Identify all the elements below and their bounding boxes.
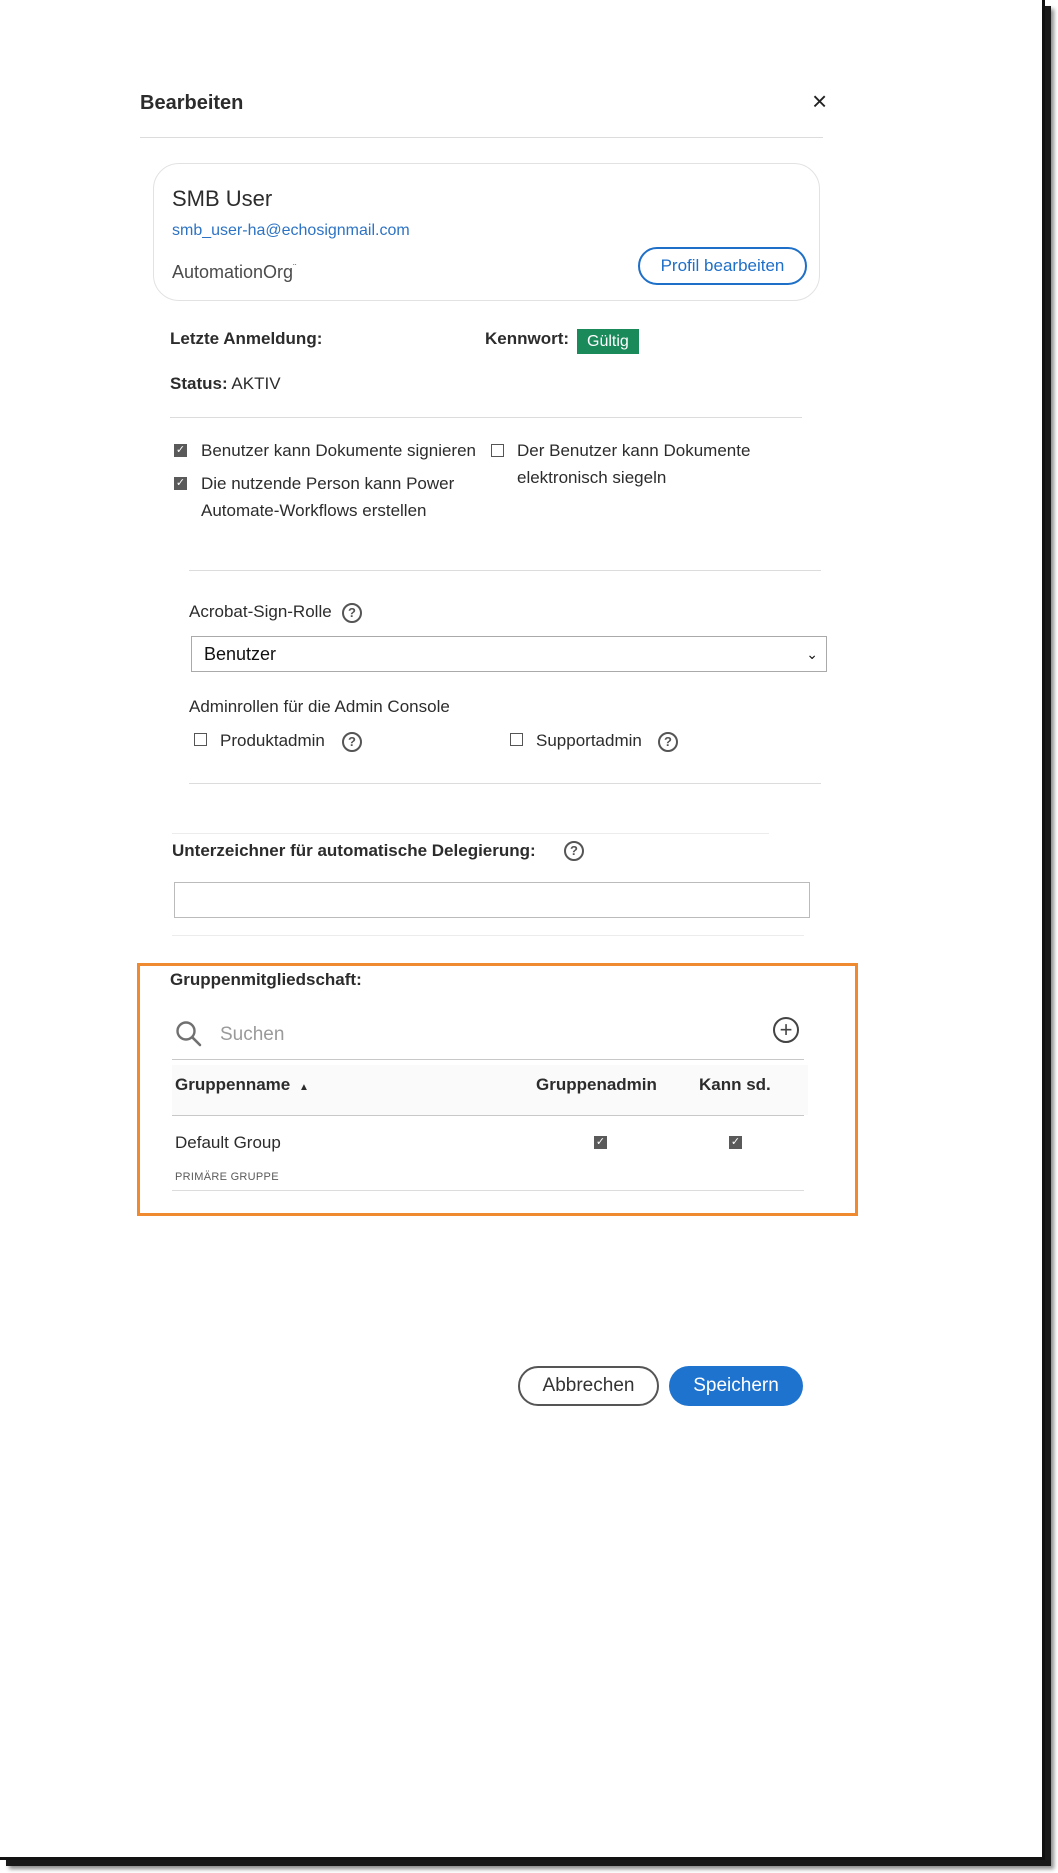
- checkmark-icon: ✓: [175, 444, 186, 456]
- table-header-divider: [172, 1115, 804, 1116]
- org-mark: ¨: [293, 263, 297, 274]
- delegation-top-divider: [172, 833, 769, 834]
- last-login-label: Letzte Anmeldung:: [170, 329, 323, 348]
- sign-documents-label: Benutzer kann Dokumente signieren: [201, 441, 476, 460]
- column-name-label: Gruppenname: [175, 1075, 291, 1094]
- sort-ascending-icon: ▲: [298, 1082, 309, 1093]
- group-membership-label: Gruppenmitgliedschaft:: [170, 970, 362, 989]
- sign-role-label: Acrobat-Sign-Rolle: [189, 602, 332, 621]
- e-seal-label-line1: Der Benutzer kann Dokumente: [517, 441, 751, 460]
- dialog-title: Bearbeiten: [140, 92, 244, 114]
- table-row-divider: [172, 1190, 804, 1191]
- product-admin-label: Produktadmin: [220, 731, 325, 750]
- power-automate-checkbox[interactable]: [174, 477, 187, 490]
- close-icon[interactable]: ×: [812, 86, 828, 116]
- group-can-send-checkbox[interactable]: [729, 1136, 742, 1149]
- power-automate-label-line2: Automate-Workflows erstellen: [201, 501, 427, 520]
- primary-group-tag: PRIMÄRE GRUPPE: [175, 1171, 279, 1183]
- user-email: smb_user-ha@echosignmail.com: [172, 222, 410, 239]
- admin-roles-label: Adminrollen für die Admin Console: [189, 697, 450, 716]
- status-label: Status:: [170, 374, 228, 393]
- delegation-input[interactable]: [174, 882, 810, 918]
- password-label: Kennwort:: [485, 329, 570, 348]
- plus-circle-icon[interactable]: +: [773, 1017, 799, 1043]
- permissions-divider: [189, 570, 821, 571]
- support-admin-label: Supportadmin: [536, 731, 642, 750]
- question-circle-icon[interactable]: ?: [564, 841, 584, 861]
- delegation-label: Unterzeichner für automatische Delegierung:: [172, 841, 536, 860]
- delegation-divider: [172, 935, 804, 936]
- group-row-name: Default Group: [175, 1133, 281, 1152]
- header-divider: [140, 137, 823, 138]
- status-row: [170, 374, 281, 394]
- password-status-badge: Gültig: [577, 329, 639, 354]
- user-name: SMB User: [172, 186, 273, 211]
- e-seal-checkbox[interactable]: [491, 444, 504, 457]
- group-admin-checkbox[interactable]: [594, 1136, 607, 1149]
- checkmark-icon: ✓: [595, 1136, 606, 1148]
- power-automate-label-line1: Die nutzende Person kann Power: [201, 474, 455, 493]
- cancel-button[interactable]: Abbrechen: [518, 1366, 659, 1406]
- product-admin-checkbox[interactable]: [194, 733, 207, 746]
- user-org: [172, 262, 296, 283]
- question-circle-icon[interactable]: ?: [342, 732, 362, 752]
- chevron-down-icon: ⌄: [806, 646, 818, 662]
- column-header-admin[interactable]: Gruppenadmin: [536, 1075, 657, 1094]
- support-admin-checkbox[interactable]: [510, 733, 523, 746]
- save-button[interactable]: Speichern: [669, 1366, 803, 1406]
- question-circle-icon[interactable]: ?: [342, 603, 362, 623]
- status-value: AKTIV: [231, 374, 281, 393]
- column-header-can-send[interactable]: Kann sd.: [699, 1075, 771, 1094]
- search-icon: [175, 1020, 203, 1053]
- question-circle-icon[interactable]: ?: [658, 732, 678, 752]
- column-header-name[interactable]: [175, 1075, 309, 1095]
- e-seal-label-line2: elektronisch siegeln: [517, 468, 667, 487]
- checkmark-icon: ✓: [175, 477, 186, 489]
- edit-profile-button[interactable]: Profil bearbeiten: [638, 247, 807, 285]
- sign-documents-checkbox[interactable]: [174, 444, 187, 457]
- admin-roles-divider: [189, 783, 821, 784]
- org-name: AutomationOrg: [172, 262, 294, 282]
- checkmark-icon: ✓: [730, 1136, 741, 1148]
- group-search-input[interactable]: Suchen: [220, 1024, 285, 1045]
- sign-role-select[interactable]: [191, 636, 827, 672]
- sign-role-selected: Benutzer: [204, 644, 277, 664]
- info-divider: [170, 417, 802, 418]
- table-top-divider: [172, 1059, 804, 1060]
